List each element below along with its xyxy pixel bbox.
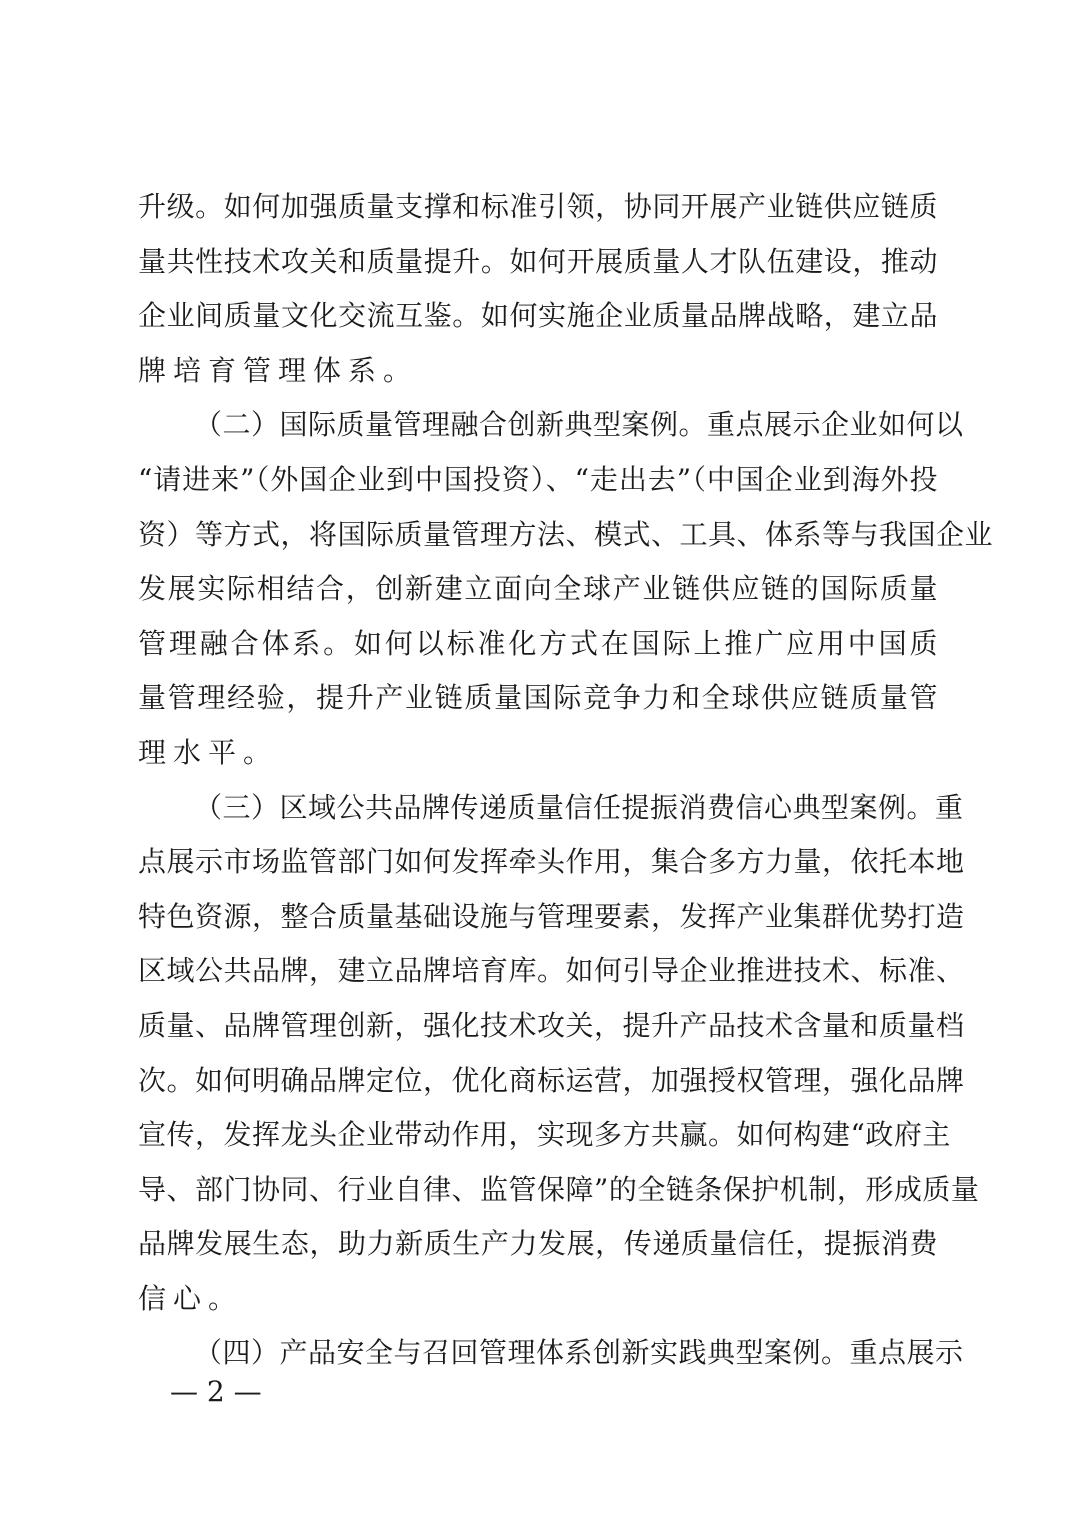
section-heading-line: （三）区域公共品牌传递质量信任提振消费信心典型案例。重 <box>194 790 964 824</box>
text-line: 管理融合体系。如何以标准化方式在国际上推广应用中国质 <box>138 626 938 660</box>
text-line: “请进来”（外国企业到中国投资）、“走出去”（中国企业到海外投 <box>138 462 938 496</box>
text-line: 特色资源，整合质量基础设施与管理要素，发挥产业集群优势打造 <box>138 899 965 933</box>
text-line: 导、部门协同、行业自律、监管保障”的全链条保护机制，形成质量 <box>138 1172 980 1206</box>
text-line: 量管理经验，提升产业链质量国际竞争力和全球供应链质量管 <box>138 681 938 715</box>
body-text <box>138 180 994 1381</box>
text-line: 质量、品牌管理创新，强化技术攻关，提升产品技术含量和质量档 <box>138 1008 965 1042</box>
section-heading-line: （四）产品安全与召回管理体系创新实践典型案例。重点展示 <box>194 1336 964 1370</box>
text-line: 企业间质量文化交流互鉴。如何实施企业质量品牌战略，建立品 <box>138 299 938 333</box>
text-line: 品牌发展生态，助力新质生产力发展，传递质量信任，提振消费 <box>138 1227 938 1261</box>
text-line: 升级。如何加强质量支撑和标准引领，协同开展产业链供应链质 <box>138 190 938 223</box>
text-line: 区域公共品牌，建立品牌培育库。如何引导企业推进技术、标准、 <box>138 954 965 988</box>
text-line: 次。如何明确品牌定位，优化商标运营，加强授权管理，强化品牌 <box>138 1063 965 1097</box>
text-line: 点展示市场监管部门如何发挥牵头作用，集合多方力量，依托本地 <box>138 845 965 879</box>
page-number: — 2 — <box>170 1375 262 1408</box>
section-heading-line: （二）国际质量管理融合创新典型案例。重点展示企业如何以 <box>194 408 964 442</box>
text-line: 理水平。 <box>138 735 279 769</box>
text-line: 量共性技术攻关和质量提升。如何开展质量人才队伍建设，推动 <box>138 244 938 278</box>
text-line: 发展实际相结合，创新建立面向全球产业链供应链的国际质量 <box>138 572 938 606</box>
text-line: 资）等方式，将国际质量管理方法、模式、工具、体系等与我国企业 <box>138 517 994 551</box>
text-line: 宣传，发挥龙头企业带动作用，实现多方共赢。如何构建“政府主 <box>138 1118 951 1152</box>
text-line: 信心。 <box>138 1281 244 1315</box>
text-line: 牌培育管理体系。 <box>138 353 419 387</box>
